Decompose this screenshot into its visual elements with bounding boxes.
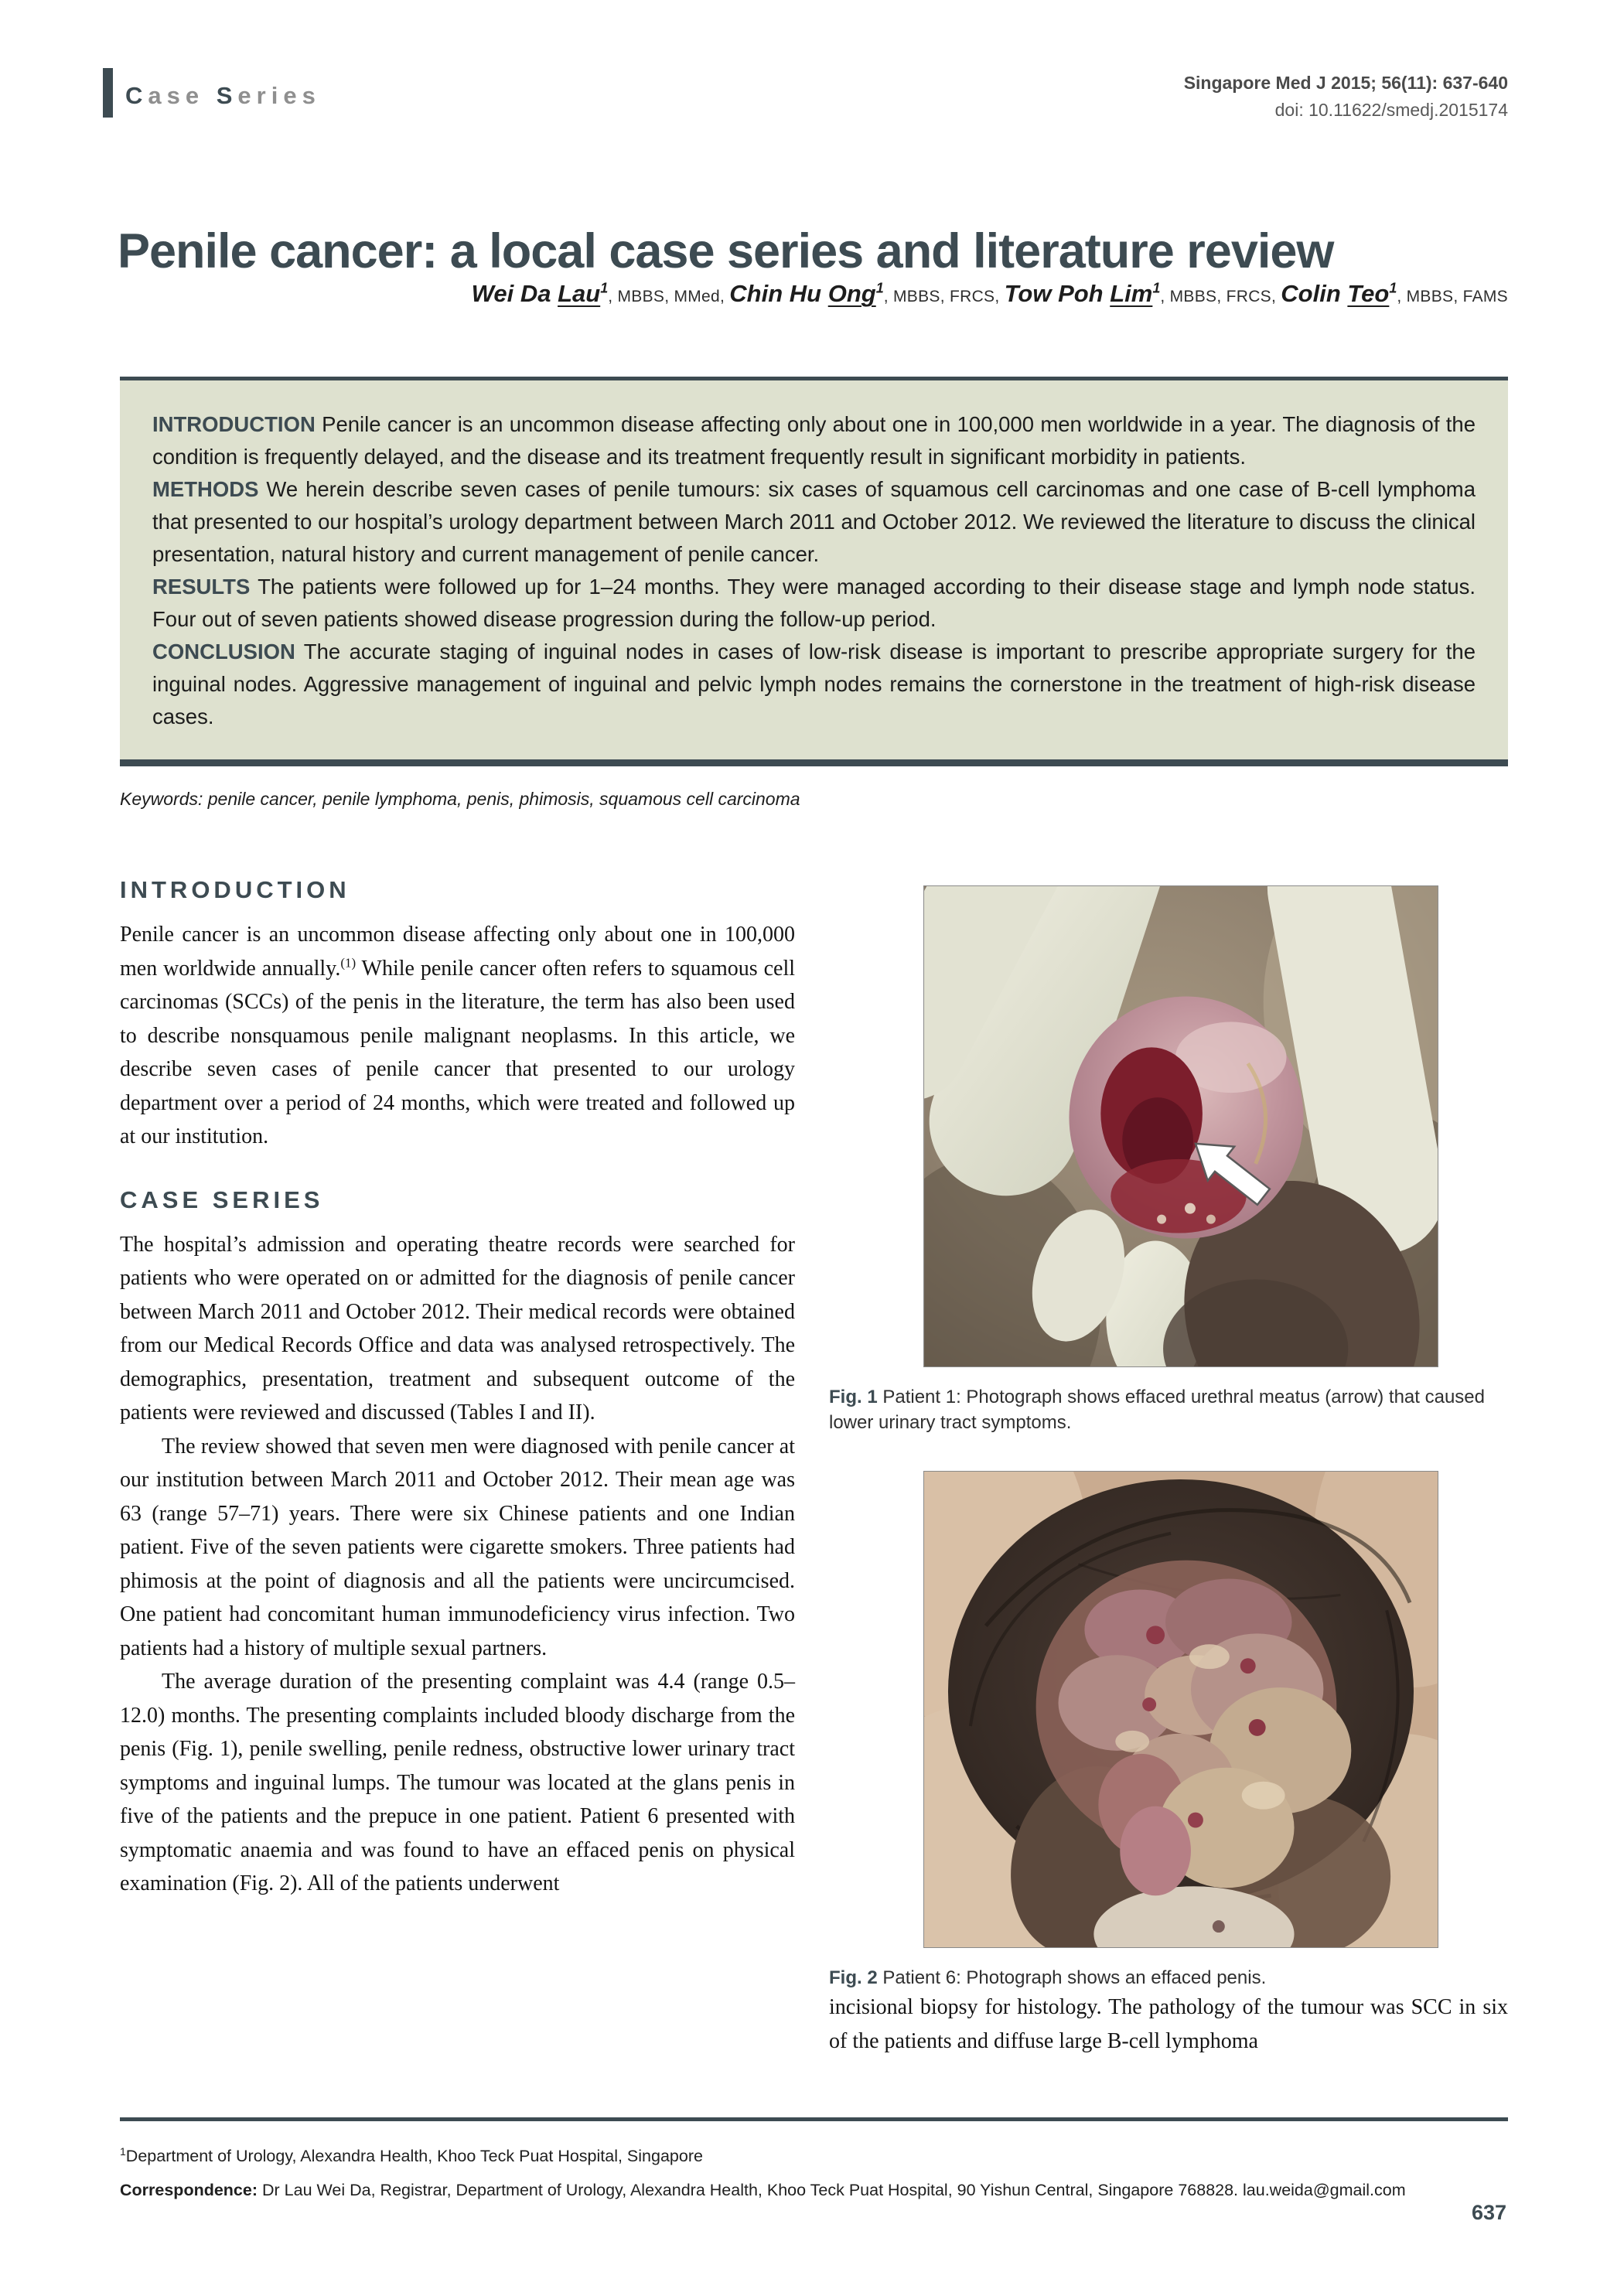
kicker-part: eries (237, 82, 321, 109)
author-line (120, 280, 1508, 308)
page-number: 637 (1471, 2201, 1506, 2224)
abstract-results: RESULTS The patients were followed up for 1–24 months. They were managed according to their disease stage and lymph node status. Four out of seven patients showed disease progression during the follow-up period. (152, 575, 1476, 631)
author-name: Wei Da Lau$^1$ (471, 280, 609, 307)
author-name: Colin Teo$^1$ (1281, 280, 1397, 307)
affiliation-line: $^1$Department of Urology, Alexandra Health, Khoo Teck Puat Hospital, Singapore (120, 2145, 703, 2166)
section-kicker (125, 82, 321, 110)
abstract-introduction: INTRODUCTION Penile cancer is an uncommon disease affecting only about one in 100,000 men worldwide in a year. The diagnosis of the condition is frequently delayed, and the disease and its treatment frequently result in significant morbidity in patients. (152, 412, 1476, 469)
case-series-paragraph-1: The hospital’s admission and operating theatre records were searched for patients who were operated on or admitted for the diagnosis of penile cancer between March 2011 and October 2012. Their medical records were obtained from our Medical Records Office and data was analysed retrospectively. The demographics, presentation, treatment and subsequent outcome of the patients were reviewed and discussed (Tables I and II). (120, 1232, 795, 1424)
figure-1-caption: Fig. 1 Patient 1: Photograph shows effaced urethral meatus (arrow) that caused lower urinary tract symptoms. (829, 1387, 1486, 1433)
author-name: Chin Hu Ong$^1$ (729, 280, 884, 307)
reference-marker: (1) (340, 955, 357, 971)
abstract-box (120, 377, 1508, 766)
figure-2-caption: Fig. 2 Patient 6: Photograph shows an effaced penis. (829, 1967, 1267, 1988)
introduction-paragraph: Penile cancer is an uncommon disease affecting only about one in 100,000 men worldwide annually.$^{(1)}$ While penile cancer often refers to squamous cell carcinomas (SCCs) of the penis in the literature, the term has also been used to describe nonsquamous penile malignant neoplasms. In this article, we describe seven cases of penile cancer that presented to our urology department over a period of 24 months, which were treated and followed up at our institution. (120, 923, 796, 1148)
doi: doi: 10.11622/smedj.2015174 (1274, 100, 1508, 120)
section-kicker-bar (103, 68, 113, 118)
figure-1-photo (923, 885, 1438, 1367)
left-column (120, 876, 795, 2058)
case-series-heading: CASE SERIES (120, 1186, 324, 1213)
introduction-heading: INTRODUCTION (120, 876, 350, 903)
footnote-block (120, 2117, 1508, 2202)
case-series-continuation: incisional biopsy for histology. The pathology of the tumour was SCC in six of the patients and diffuse large B-cell lymphoma (829, 1995, 1508, 2053)
author-degrees: , MBBS, FAMS (1397, 288, 1508, 305)
case-series-paragraph-2: The review showed that seven men were diagnosed with penile cancer at our institution between March 2011 and October 2012. Their mean age was 63 (range 57–71) years. There were six Chinese patients and one Indian patient. Five of the seven patients were cigarette smokers. Three patients had phimosis at the point of diagnosis and all the patients were uncircumcised. One patient had concomitant human immunodeficiency virus infection. Two patients had a history of multiple sexual partners. (120, 1434, 795, 1660)
kicker-part: ase (148, 82, 217, 109)
right-column (829, 876, 1508, 2058)
figure-2-photo (923, 1471, 1438, 1948)
abstract-methods: METHODS We herein describe seven cases of penile tumours: six cases of squamous cell carcinomas and one case of B-cell lymphoma that presented to our hospital’s urology department between March 2011 and October 2012. We reviewed the literature to discuss the clinical presentation, natural history and current management of penile cancer. (152, 477, 1476, 566)
kicker-part: C (125, 82, 148, 109)
case-series-paragraph-3: The average duration of the presenting complaint was 4.4 (range 0.5–12.0) months. The presenting complaints included bloody discharge from the penis (Fig. 1), penile swelling, penile redness, obstructive lower urinary tract symptoms and inguinal lumps. The tumour was located at the glans penis in five of the patients and the prepuce in one patient. Patient 6 presented with symptomatic anaemia and was found to have an effaced penis on physical examination (Fig. 2). All of the patients underwent (120, 1670, 795, 1895)
correspondence-line: Correspondence: Dr Lau Wei Da, Registrar, Department of Urology, Alexandra Health, Khoo Teck Puat Hospital, 90 Yishun Central, Singapore 768828. lau.weida@gmail.com (120, 2181, 1406, 2200)
author-name: Tow Poh Lim$^1$ (1004, 280, 1161, 307)
keywords-line: Keywords: penile cancer, penile lymphoma, penis, phimosis, squamous cell carcinoma (120, 789, 800, 809)
kicker-part: S (216, 82, 238, 109)
journal-citation (1184, 70, 1508, 124)
journal-reference: Singapore Med J 2015; 56(11): 637-640 (1183, 73, 1508, 93)
abstract-conclusion: CONCLUSION The accurate staging of inguinal nodes in cases of low-risk disease is important to prescribe appropriate surgery for the inguinal nodes. Aggressive management of inguinal and pelvic lymph nodes remains the cornerstone in the treatment of high-risk disease cases. (152, 640, 1476, 728)
author-degrees: , MBBS, FRCS, (1160, 288, 1281, 305)
article-body (120, 876, 1508, 2058)
page-title: Penile cancer: a local case series and literature review (118, 224, 1334, 279)
author-degrees: , MBBS, MMed, (608, 288, 730, 305)
author-degrees: , MBBS, FRCS, (883, 288, 1005, 305)
